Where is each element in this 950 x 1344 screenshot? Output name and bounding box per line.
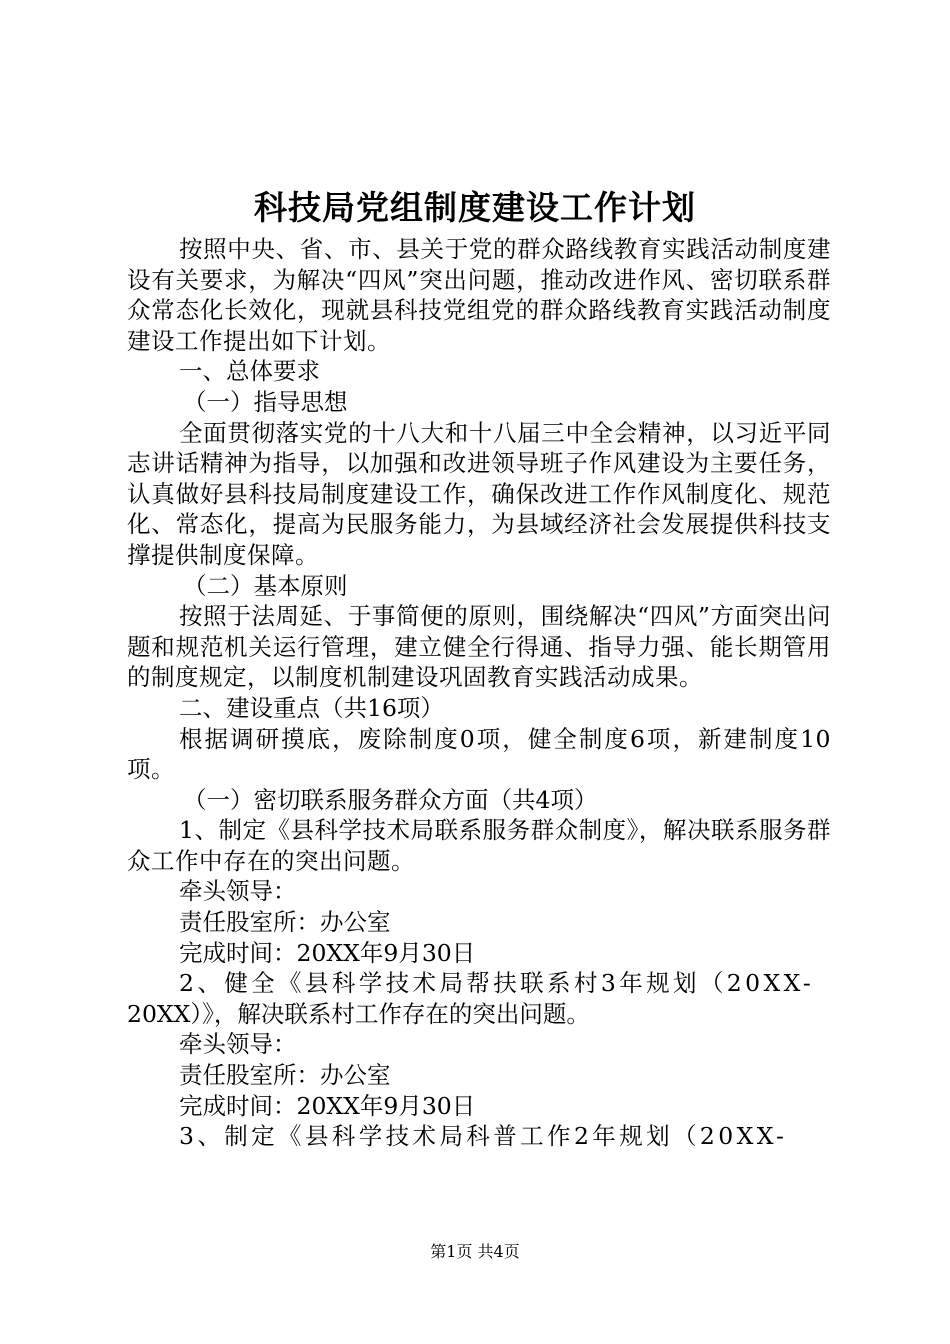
item-2-line-2: 20XX）》，解决联系村工作存在的突出问题。: [127, 999, 590, 1028]
item-2-leader: 牵头领导：: [179, 1030, 297, 1059]
guiding-paragraph: 全面贯彻落实党的十八大和十八届三中全会精神，以习近平同志讲话精神为指导，以加强和改进领导班子作风建设为主要任务，认真做好县科技局制度建设工作，确保改进工作作风制度化、规范化、常态化，提高为民服务能力，为县域经济社会发展提供科技支撑提供制度保障。: [127, 418, 831, 569]
item-1-leader: 牵头领导：: [179, 877, 297, 906]
focus-paragraph: 根据调研摸底，废除制度0项，健全制度6项，新建制度10项。: [127, 724, 831, 784]
item-1-paragraph: 1、制定《县科学技术局联系服务群众制度》，解决联系服务群众工作中存在的突出问题。: [127, 816, 831, 875]
item-1-deadline: 完成时间：20XX年9月30日: [179, 938, 476, 967]
item-2-office: 责任股室所：办公室: [179, 1061, 391, 1090]
item-2-deadline: 完成时间：20XX年9月30日: [179, 1091, 476, 1120]
item-1-office: 责任股室所：办公室: [179, 908, 391, 937]
subsection-heading-principles: （二）基本原则: [183, 571, 348, 600]
document-body: [127, 234, 831, 1152]
item-2-line-1: 2、健全《县科学技术局帮扶联系村3年规划（20XX-: [179, 969, 815, 998]
document-title: 科技局党组制度建设工作计划: [254, 188, 696, 227]
intro-paragraph: 按照中央、省、市、县关于党的群众路线教育实践活动制度建设有关要求，为解决“四风”突出问题，推动改进作风、密切联系群众常态化长效化，现就县科技党组党的群众路线教育实践活动制度建设工作提出如下计划。: [127, 235, 831, 355]
item-3-line-1: 3、制定《县科学技术局科普工作2年规划（20XX-: [179, 1122, 788, 1151]
section-heading-focus: 二、建设重点（共16项）: [179, 693, 444, 722]
subsection-heading-guiding: （一）指导思想: [183, 387, 348, 416]
subsection-heading-contact: （一）密切联系服务群众方面（共4项）: [183, 785, 598, 814]
page-number-footer: 第1页 共4页: [430, 1242, 520, 1261]
section-heading-general: 一、总体要求: [179, 357, 320, 386]
principles-paragraph: 按照于法周延、于事简便的原则，围绕解决“四风”方面突出问题和规范机关运行管理，建立健全行得通、指导力强、能长期管用的制度规定，以制度机制建设巩固教育实践活动成果。: [127, 602, 831, 692]
